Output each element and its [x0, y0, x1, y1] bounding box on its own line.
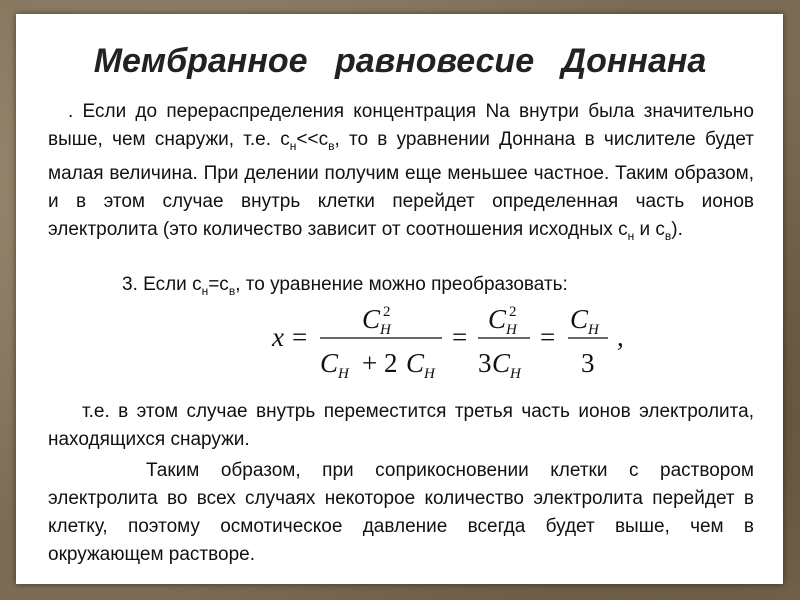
- paragraph-conclusion: Таким образом, при соприкосновении клетки с раствором электролита во всех случаях некоторое количество электролита перейдет в клетку, поэтому осмотическое давление всегда будет выше, чем в окружающем растворе.: [48, 460, 754, 565]
- slide-title: Мембранное равновесие Доннана: [93, 42, 707, 80]
- formula-f2-den-H: H: [510, 366, 521, 382]
- subscript: н: [289, 138, 297, 153]
- formula-f1-den-C1: C: [320, 348, 339, 378]
- formula-f3-num-C: C: [570, 304, 589, 334]
- formula-f3-num-H: H: [588, 322, 599, 338]
- formula-equals-1: =: [292, 322, 308, 352]
- text-run: и с: [634, 218, 665, 240]
- formula-f2-den-C: C: [492, 348, 511, 378]
- formula-comma: ,: [617, 322, 624, 352]
- formula-f1-num-C: C: [362, 304, 381, 334]
- formula-f2-num-H: H: [506, 322, 517, 338]
- formula-x: x: [272, 322, 284, 352]
- paragraph-third-part: т.е. в этом случае внутрь переместится третья часть ионов электролита, находящихся снаружи.: [48, 401, 754, 450]
- subscript: в: [328, 138, 335, 153]
- text-run: . Если до перераспределения концентрация Na внутри была значительно выше, чем снаружи, т.е. с: [48, 101, 754, 150]
- text-run: 3. Если с: [122, 274, 202, 295]
- formula-f1-den-C2: C: [406, 348, 425, 378]
- text-run: =с: [208, 274, 229, 295]
- text-run: , то в уравнении Доннана в числителе будет малая величина. При делении получим еще меньшее частное. Таким образом, и в этом случае внутрь клетки перейдет определенная часть ионов электролита (это количество зависит от соотношения исходных с: [48, 129, 755, 240]
- text-run: <<с: [296, 129, 329, 150]
- formula-f2-den-3: 3: [478, 348, 492, 378]
- text-run: , то уравнение можно преобразовать:: [235, 274, 568, 295]
- text-run: ).: [671, 218, 683, 240]
- formula-f1-den-H2: H: [424, 366, 435, 382]
- donnan-formula: [270, 298, 650, 388]
- subscript: в: [664, 228, 672, 243]
- subscript: в: [228, 283, 236, 298]
- formula-equals-2: =: [452, 322, 468, 352]
- subscript: н: [201, 283, 209, 298]
- subscript: н: [627, 228, 635, 243]
- formula-f3-den-3: 3: [581, 348, 595, 378]
- formula-f1-den-plus2: + 2: [362, 348, 398, 378]
- formula-f2-num-sq: 2: [509, 304, 517, 320]
- formula-equals-3: =: [540, 322, 556, 352]
- formula-f1-num-sq: 2: [383, 304, 391, 320]
- paragraph-unequal-concentration: [48, 98, 754, 250]
- formula-f1-num-H: H: [380, 322, 391, 338]
- formula-f2-num-C: C: [488, 304, 507, 334]
- formula-f1-den-H1: H: [338, 366, 349, 382]
